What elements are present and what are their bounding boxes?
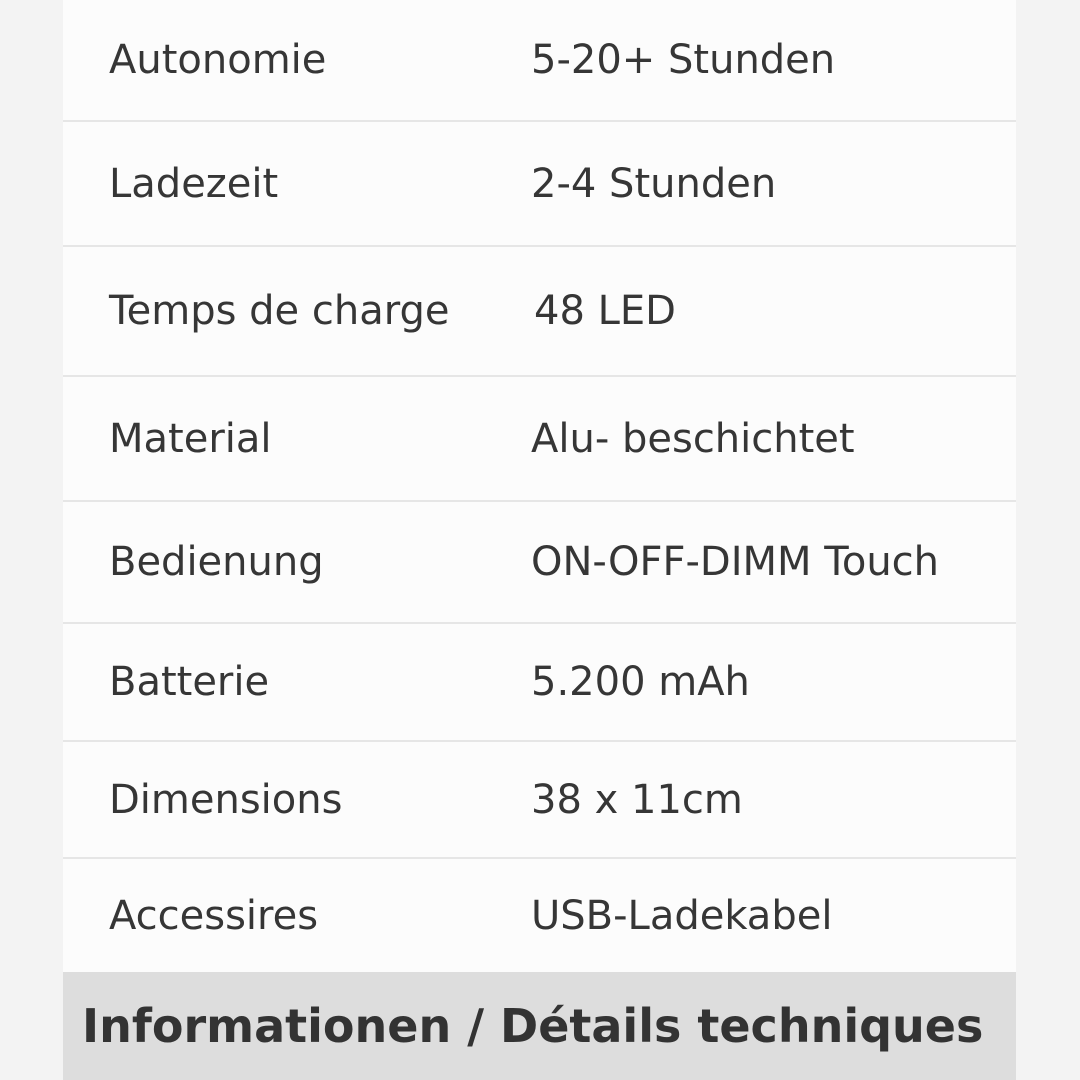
spec-value: 5-20+ Stunden [531,37,836,83]
spec-row-accessires [63,859,1016,972]
spec-value: 2-4 Stunden [531,160,777,207]
spec-label: Accessires [109,892,319,939]
spec-row-dimensions [63,742,1016,859]
spec-label: Batterie [109,659,270,705]
spec-label: Material [109,415,272,462]
spec-row-batterie [63,624,1016,742]
spec-value: 48 LED [534,288,676,334]
footer-title: Informationen / Détails techniques [82,999,984,1053]
spec-label: Dimensions [109,776,343,823]
spec-label: Temps de charge [109,288,450,334]
spec-row-ladezeit [63,122,1016,247]
spec-value: Alu- beschichtet [531,415,855,462]
spec-row-autonomie [63,0,1016,122]
spec-value: 5.200 mAh [531,659,750,705]
spec-value: USB-Ladekabel [531,892,833,939]
spec-value: ON-OFF-DIMM Touch [531,539,940,585]
spec-label: Autonomie [109,37,327,83]
footer-banner [63,972,1016,1080]
spec-label: Ladezeit [109,160,279,207]
spec-row-material [63,377,1016,502]
spec-value: 38 x 11cm [531,776,743,823]
spec-label: Bedienung [109,539,324,585]
spec-row-temps-de-charge [63,247,1016,377]
spec-row-bedienung [63,502,1016,624]
